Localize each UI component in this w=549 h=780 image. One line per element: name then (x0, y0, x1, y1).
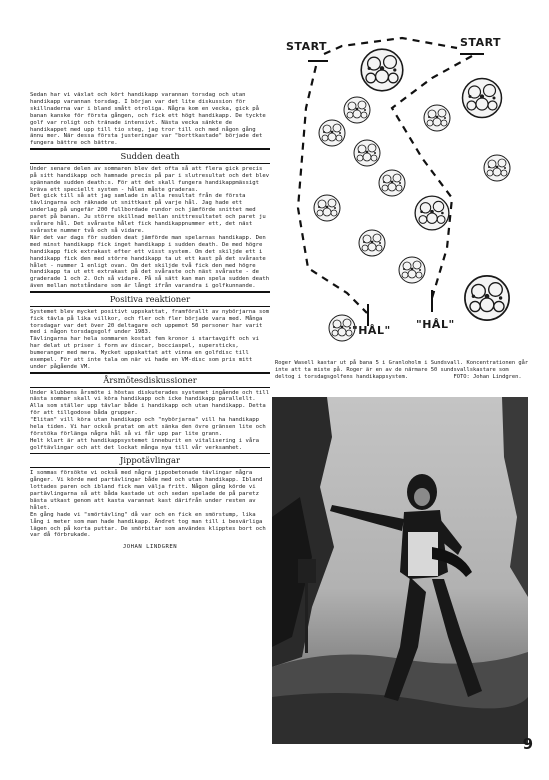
body-paragraph: Helt klart är att handikappsystemet inneburit en vitalisering i våra golftävlingar och att det lockat många nya till vår verksamhet. (30, 437, 263, 451)
intro-paragraph: Sedan har vi växlat och kört handikapp varannan torsdag och utan handikapp varannan torsdag. I början var det lite diskussion för skillnaderna var i bland smått otroliga. Några kom en vecka, gick på banan kanske för första gången, och fick ett högt handikapp. De tyckte golf var roligt och tränade intensivt. Nästa vecka sänkte de handikappet med upp till tio steg, jag tror till och med någon gång ännu mer. När dessa första justeringar var "borttkastade" började det fungera bättre och bättre. (30, 92, 270, 147)
start-label: START (286, 40, 328, 53)
section-title: Sudden death (120, 150, 180, 161)
section-title: Jippotävlingar (120, 455, 180, 466)
heading-rule (30, 291, 270, 293)
heading-rule (30, 467, 270, 468)
course-map (272, 8, 528, 358)
body-paragraph: En gång hade vi "smörtävling" då var och en fick en smörstump, lika lång i meter som man hade handikapp. Ändret tog man till i besvärliga lägen och på korta puttar. De smörbitar som användes klipptes bort och var då förbrukade. (30, 511, 270, 539)
heading-rule (30, 163, 270, 164)
course-map-drawing (272, 8, 528, 358)
section-heading (30, 291, 270, 307)
author-signature: JOHAN LINDGREN (122, 544, 178, 551)
body-paragraph: Tävlingarna har hela sommaren kostat fem kronor i startavgift och vi har delat ut priser i form av discar, bocciaspel, supersticks, bumeranger med mera. Mycket uppskattat att vinna en golfdisc till exempel. För att inte tala om när vi hade en VM-disc som pris mitt under pågående VM. (30, 336, 263, 370)
page-number: 9 (522, 735, 533, 753)
heading-rule (30, 453, 270, 455)
section-title: Positiva reaktioner (109, 293, 191, 304)
heading-rule (30, 387, 270, 388)
body-paragraph: I sommas försökte vi också med några jippobetonade tävlingar några gånger. Vi körde med partävlingar både med och utan handikapp. Ibland lottades paren och ibland fick man välja fritt. Någon gång körde vi partävlingarna så att båda kastade ut och sedan spelade de på paretz bästa utkast genom att kasta varannat kast därifrån under resten av hålet. (30, 470, 266, 511)
body-paragraph: Det gick till så att jag samlade in alla resultat från de första tävlingarna och räknade ut snittkast på varje hål. Jag hade ett underlag på ungefär 200 fullbordade rundor och jämförde snittet med paret på banan. Ju större skillnad mellan snittresultatet och paret ju svårare hål. Det svåraste hålet fick handikappnummer ett, det näst svåraste nummer två och så vidare. (30, 193, 270, 234)
player-photo (272, 397, 528, 744)
article-column (30, 0, 273, 551)
start-label: START (460, 36, 502, 49)
hole-label: "HÅL" (416, 318, 455, 331)
photo-caption: Roger Wasell kastar ut på bana 5 i Granloholm i Sundsvall. Koncentrationen går inte att ta miste på. Roger är en av de närmare 50 sundsvallskastare som deltog i torsdagsgolfens handikappsystem. FOTO: Johan Lindgren. (275, 360, 532, 380)
body-paragraph: När det var dags för sudden deat jämförde man spelarnas handikapp. Den med minst handikapp fick inget handikapp i sudden death. De med högre handikapp fick extrakast efter ett visst system. Om det skiljde ett i handikapp fick den med större handikapp ta ut ett kast på det svåraste hålet - nummer 1 enligt ovan. Om det skiljde två fick den med högre handikapp ta ut ett extrakast på det svåraste och näst svåraste - de graderade 1 och 2. Och så vidare. På så sätt kan man spela sudden death även mellan motståndare som är långt ifrån varandra i golfkunnande. (30, 234, 273, 290)
section-heading (30, 372, 270, 388)
heading-rule (30, 372, 270, 374)
photo-drawing (272, 397, 528, 744)
section-title: Årsmötesdiskussioner (103, 374, 197, 385)
heading-rule (30, 306, 270, 307)
section-heading (30, 148, 270, 164)
body-paragraph: Systemet blev mycket positivt uppskattat, framförallt av nybörjarna som fick tävla på lika villkor, och fler och fler började vara med. Många torsdagar var det över 20 deltagare och uppemot 50 personer har varit med i någon torsdagsgolf under 1983. (30, 308, 273, 336)
section-heading (30, 453, 270, 469)
body-paragraph: Under senare delen av sommaren blev det ofta så att flera gick precis på sitt handikapp och hamnade precis på par i slutresultat och det blev spännande sudden death:s. För att det skall fungera handikappmässigt kräva ett speciellt system - hålen måste graderas. (30, 165, 273, 193)
hole-label: "HÅL" (352, 324, 391, 337)
body-paragraph: "Elitan" vill köra utan handikapp och "nybörjarna" vill ha handikapp hela tiden. Vi har också pratat om att sänka den övre gränsen lite och förstöka förlänga några hål så vi får upp par lite grann. (30, 417, 270, 437)
heading-rule (30, 148, 270, 150)
body-paragraph: Under klubbens årsmöte i höstas diskuterades systemet ingående och till nästa sommar skall vi köra handikapp och icke handikapp parallellt. Alla som ställer upp tävlar både i handikapp och utan handikapp. Detta för att tillgodose båda grupper. (30, 389, 273, 417)
